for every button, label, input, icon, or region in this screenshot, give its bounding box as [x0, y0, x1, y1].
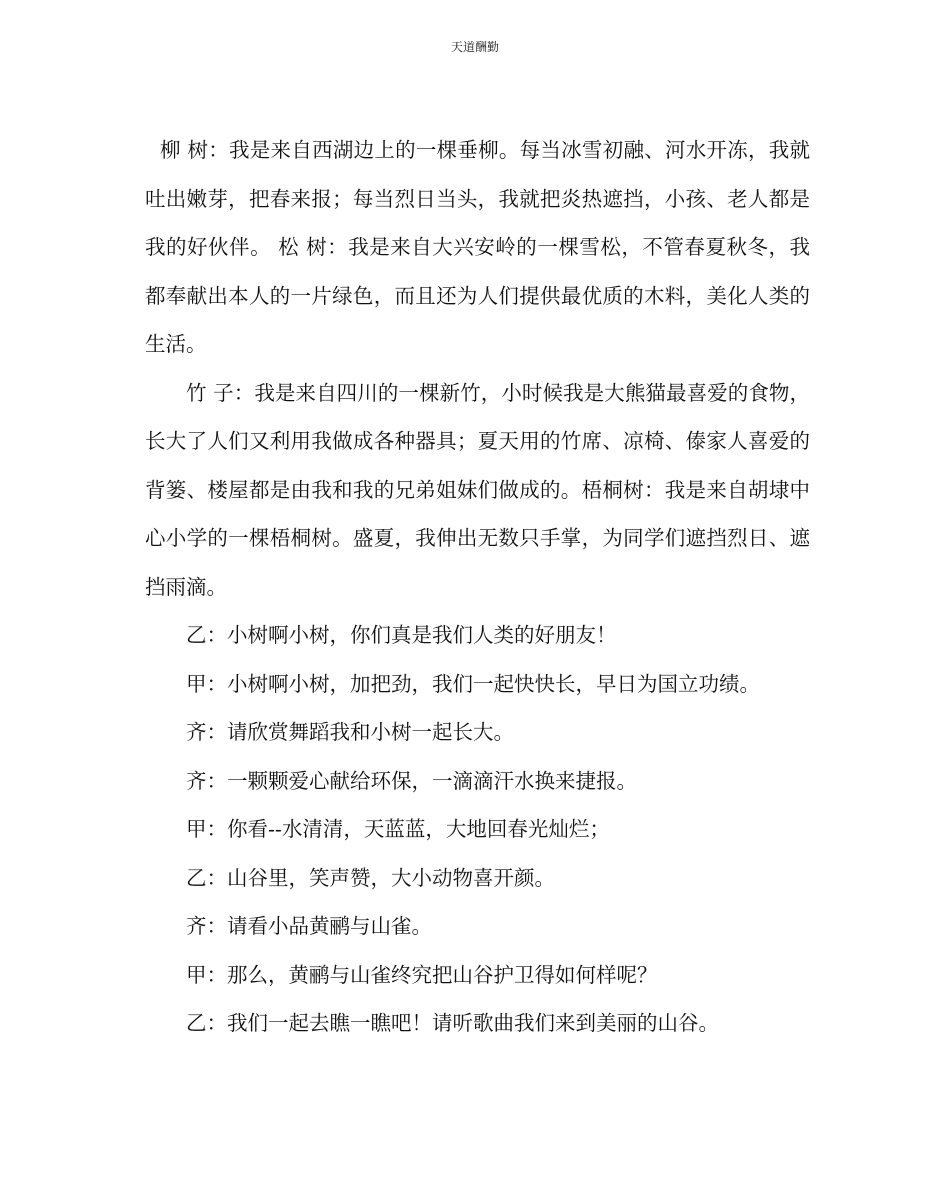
paragraph-line: 乙：小树啊小树，你们真是我们人类的好朋友！ — [186, 623, 617, 647]
paragraph-line: 乙：山谷里，笑声赞，大小动物喜开颜。 — [186, 865, 555, 890]
paragraph-bamboo-parasol: 竹 子：我是来自四川的一棵新竹，小时候我是大熊猫最喜爱的食物，长大了人们又利用我做成各种器具；夏天用的竹席、凉椅、傣家人喜爱的背篓、楼屋都是由我和我的兄弟姐妹们做成的。梧桐树：我是来自胡埭中心小学的一棵梧桐树。盛夏，我伸出无数只手掌，为同学们遮挡烈日、遮挡雨滴。 — [145, 380, 810, 599]
paragraph-line: 齐：请欣赏舞蹈我和小树一起长大。 — [186, 720, 514, 744]
paragraph-line: 甲：小树啊小树，加把劲，我们一起快快长，早日为国立功绩。 — [186, 671, 760, 696]
paragraph-line: 齐：一颗颗爱心献给环保，一滴滴汗水换来捷报。 — [186, 768, 637, 793]
document-body — [145, 126, 810, 1048]
paragraph-line: 乙：我们一起去瞧一瞧吧！请听歌曲我们来到美丽的山谷。 — [186, 1011, 719, 1035]
paragraph-line: 齐：请看小品黄鹂与山雀。 — [186, 914, 432, 938]
paragraph-line: 甲：你看--水清清，天蓝蓝，大地回春光灿烂； — [186, 817, 610, 841]
page-header: 天道酬勤 — [450, 40, 499, 54]
paragraph-line: 甲：那么，黄鹂与山雀终究把山谷护卫得如何样呢？ — [186, 962, 658, 987]
paragraph-willow-pine: 柳 树：我是来自西湖边上的一棵垂柳。每当冰雪初融、河水开冻，我就吐出嫩芽，把春来报；每当烈日当头，我就把炎热遮挡，小孩、老人都是我的好伙伴。 松 树：我是来自大兴安岭的一棵雪松，不管春夏秋冬，我都奉献出本人的一片绿色，而且还为人们提供最优质的木料，美化人类的生活。 — [145, 138, 810, 356]
